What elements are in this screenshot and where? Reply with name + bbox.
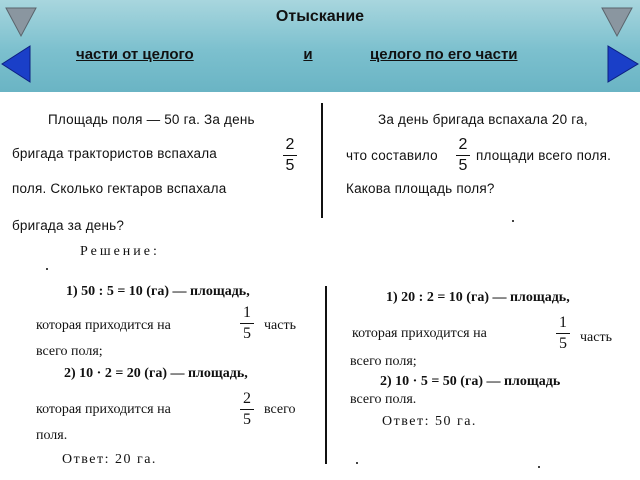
scan-speck [512,220,514,222]
nav-corner-top-right-icon[interactable] [600,4,636,40]
scan-speck [46,268,48,270]
fraction-numerator: 2 [458,136,468,153]
fraction-denominator: 5 [243,325,251,342]
solution1-line2a: которая приходится на [36,318,171,333]
solution1-line5a: которая приходится на [36,402,171,417]
problem1-line2: бригада трактористов вспахала [12,146,217,161]
fraction-bar [240,323,254,324]
scan-speck [538,466,540,468]
fraction-numerator: 1 [559,314,567,331]
fraction-denominator: 5 [458,157,468,174]
subtitle-and: и [303,46,313,63]
fraction-denominator: 5 [559,335,567,352]
problem2-line2b: площади всего поля. [476,148,612,163]
nav-next-arrow-icon[interactable] [606,44,640,84]
solution1-line3: всего поля; [36,344,103,359]
fraction-bar [240,409,254,410]
problem2-line2a: что составило [346,148,438,163]
problem1-line4: бригада за день? [12,218,125,233]
solution1-fraction1 [240,304,254,343]
nav-prev-arrow-icon[interactable] [0,44,34,84]
fraction-denominator: 5 [285,157,295,174]
problem2-fraction [456,136,470,175]
subtitle-part-from-whole: части от целого [76,46,194,63]
solution2-answer: Ответ: 50 га. [382,414,477,429]
divider-top [321,103,323,218]
solution2-line2b: часть [580,330,612,345]
problem2-line1: За день бригада вспахала 20 га, [378,112,588,127]
problem1-fraction [283,136,297,175]
solution1-line6: поля. [36,428,68,443]
fraction-bar [456,155,470,156]
slide-header [0,0,640,92]
subtitle-whole-by-part: целого по его части [370,46,518,63]
nav-corner-top-left-icon[interactable] [2,4,38,40]
solution1-line2b: часть [264,318,296,333]
solution1-step2: 2) 10 · 2 = 20 (га) — площадь, [64,366,248,381]
solution2-line3: всего поля; [350,354,417,369]
divider-bottom [325,286,327,464]
solution2-line5: всего поля. [350,392,417,407]
solution2-fraction1 [556,314,570,353]
solution1-line5b: всего [264,402,296,417]
fraction-numerator: 2 [285,136,295,153]
problem1-line3: поля. Сколько гектаров вспахала [12,181,227,196]
fraction-bar [283,155,297,156]
problem1-line1: Площадь поля — 50 га. За день [48,112,255,127]
fraction-numerator: 2 [243,390,251,407]
scan-speck [356,462,358,464]
fraction-bar [556,333,570,334]
solution1-answer: Ответ: 20 га. [62,452,157,467]
solution2-step2: 2) 10 · 5 = 50 (га) — площадь [380,374,561,389]
solution-heading: Решение: [80,244,160,259]
solution1-fraction2 [240,390,254,429]
fraction-numerator: 1 [243,304,251,321]
solution2-step1: 1) 20 : 2 = 10 (га) — площадь, [386,290,570,305]
problem2-line3: Какова площадь поля? [346,181,495,196]
fraction-denominator: 5 [243,411,251,428]
solution1-step1: 1) 50 : 5 = 10 (га) — площадь, [66,284,250,299]
solution2-line2a: которая приходится на [352,326,487,341]
slide-title: Отыскание [275,8,365,25]
